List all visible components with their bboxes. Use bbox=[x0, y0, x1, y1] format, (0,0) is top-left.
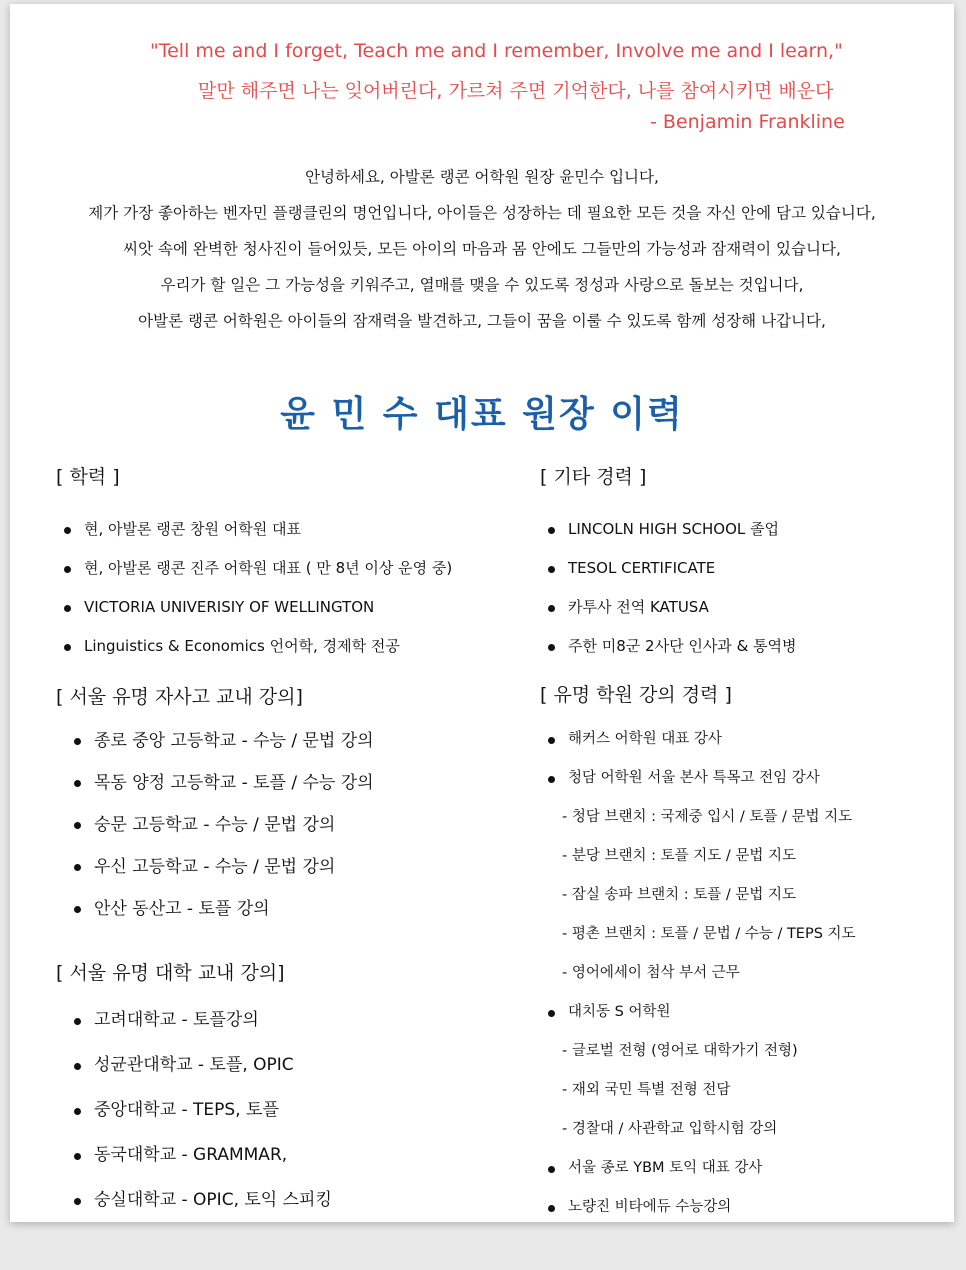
page-title: 윤 민 수 대표 원장 이력 bbox=[280, 394, 684, 435]
intro-line: 우리가 할 일은 그 가능성을 키워주고, 열매를 맺을 수 있도록 정성과 사랑으로 돌보는 것입니다, bbox=[160, 276, 804, 294]
list-item: 숭문 고등학교 - 수능 / 문법 강의 bbox=[66, 804, 374, 846]
sub-list-item: - 글로벌 전형 (영어로 대학가기 전형) bbox=[562, 1043, 798, 1059]
list-item: 해커스 어학원 대표 강사 bbox=[540, 720, 856, 759]
list-item: 고려대학교 - 토플강의 bbox=[66, 998, 332, 1043]
sub-list-item: - 재외 국민 특별 전형 전담 bbox=[562, 1082, 731, 1098]
high-school-lectures-list bbox=[66, 720, 374, 930]
document-page bbox=[10, 4, 954, 1222]
quote-author: - Benjamin Frankline bbox=[650, 111, 845, 133]
education-title: [ 학력 ] bbox=[56, 466, 120, 488]
other-career-title: [ 기타 경력 ] bbox=[540, 466, 647, 488]
list-item: TESOL CERTIFICATE bbox=[540, 549, 797, 588]
list-item: 현, 아발론 랭콘 진주 어학원 대표 ( 만 8년 이상 운영 중) bbox=[56, 549, 452, 588]
intro-line: 씨앗 속에 완벽한 청사진이 들어있듯, 모든 아이의 마음과 몸 안에도 그들만의 가능성과 잠재력이 있습니다, bbox=[123, 240, 841, 258]
intro-line: 안녕하세요, 아발론 랭콘 어학원 원장 윤민수 입니다, bbox=[305, 168, 659, 186]
university-lectures-title: [ 서울 유명 대학 교내 강의] bbox=[56, 962, 285, 984]
intro-line: 아발론 랭콘 어학원은 아이들의 잠재력을 발견하고, 그들이 꿈을 이룰 수 있도록 함께 성장해 나갑니다, bbox=[138, 312, 826, 330]
list-item: 대치동 S 어학원 bbox=[540, 993, 856, 1032]
list-item: 서울 종로 YBM 토익 대표 강사 bbox=[540, 1149, 856, 1188]
list-item: 청담 어학원 서울 본사 특목고 전임 강사 bbox=[540, 759, 856, 798]
list-item: 종로 중앙 고등학교 - 수능 / 문법 강의 bbox=[66, 720, 374, 762]
sub-list-item: - 평촌 브랜치 : 토플 / 문법 / 수능 / TEPS 지도 bbox=[562, 926, 856, 942]
list-item: 성균관대학교 - 토플, OPIC bbox=[66, 1043, 332, 1088]
quote-english: "Tell me and I forget, Teach me and I remember, Involve me and I learn," bbox=[150, 40, 843, 62]
list-item: 카투사 전역 KATUSA bbox=[540, 588, 797, 627]
high-school-lectures-title: [ 서울 유명 자사고 교내 강의] bbox=[56, 686, 303, 708]
sub-list-item: - 잠실 송파 브랜치 : 토플 / 문법 지도 bbox=[562, 887, 796, 903]
university-lectures-list bbox=[66, 998, 332, 1223]
list-item: 우신 고등학교 - 수능 / 문법 강의 bbox=[66, 846, 374, 888]
sub-list-item: - 경찰대 / 사관학교 입학시험 강의 bbox=[562, 1121, 778, 1137]
academy-career-list bbox=[540, 720, 856, 1227]
list-item: 주한 미8군 2사단 인사과 & 통역병 bbox=[540, 627, 797, 666]
list-item: Linguistics & Economics 언어학, 경제학 전공 bbox=[56, 627, 452, 666]
list-item: VICTORIA UNIVERISIY OF WELLINGTON bbox=[56, 588, 452, 627]
other-career-list bbox=[540, 510, 797, 666]
list-item: 동국대학교 - GRAMMAR, bbox=[66, 1133, 332, 1178]
list-item: 안산 동산고 - 토플 강의 bbox=[66, 888, 374, 930]
list-item: 노량진 비타에듀 수능강의 bbox=[540, 1188, 856, 1227]
sub-list-item: - 청담 브랜치 : 국제중 입시 / 토플 / 문법 지도 bbox=[562, 809, 853, 825]
intro-message bbox=[10, 159, 954, 339]
list-item: 중앙대학교 - TEPS, 토플 bbox=[66, 1088, 332, 1133]
sub-list-item: - 분당 브랜치 : 토플 지도 / 문법 지도 bbox=[562, 848, 796, 864]
list-item: 목동 양정 고등학교 - 토플 / 수능 강의 bbox=[66, 762, 374, 804]
quote-korean: 말만 해주면 나는 잊어버린다, 가르쳐 주면 기억한다, 나를 참여시키면 배운다 bbox=[198, 80, 834, 102]
education-list bbox=[56, 510, 452, 666]
sub-list-item: - 영어에세이 첨삭 부서 근무 bbox=[562, 965, 740, 981]
intro-line: 제가 가장 좋아하는 벤자민 플랭클린의 명언입니다, 아이들은 성장하는 데 필요한 모든 것을 자신 안에 담고 있습니다, bbox=[88, 204, 876, 222]
academy-career-title: [ 유명 학원 강의 경력 ] bbox=[540, 684, 732, 706]
list-item: 현, 아발론 랭콘 창원 어학원 대표 bbox=[56, 510, 452, 549]
list-item: 숭실대학교 - OPIC, 토익 스피킹 bbox=[66, 1178, 332, 1223]
list-item: LINCOLN HIGH SCHOOL 졸업 bbox=[540, 510, 797, 549]
